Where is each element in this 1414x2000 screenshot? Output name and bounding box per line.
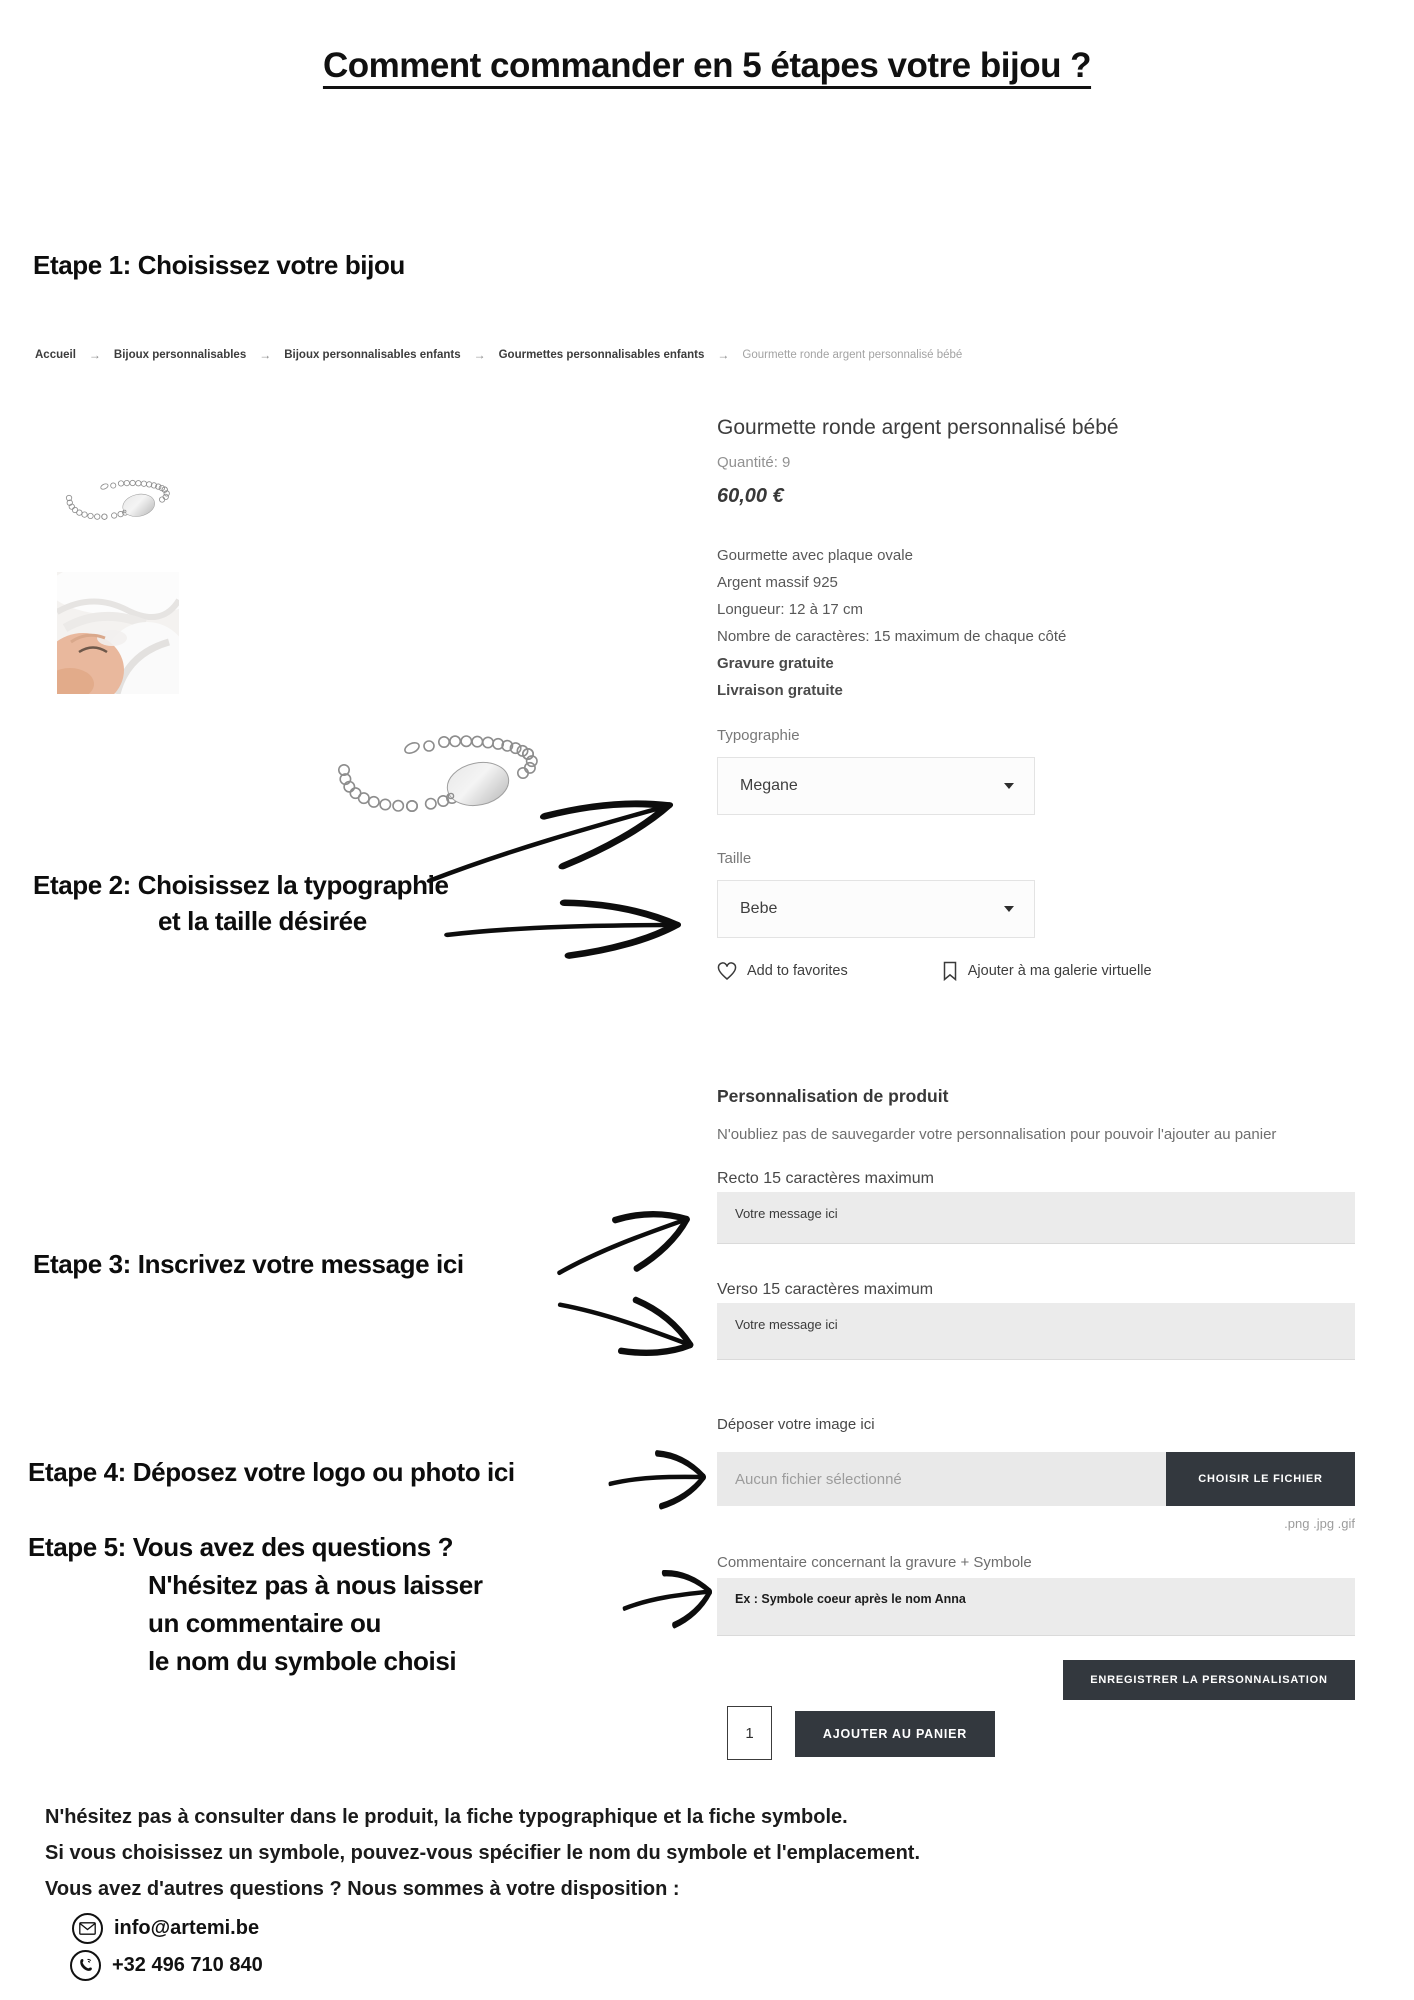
breadcrumb-item-gourmettes[interactable]: Gourmettes personnalisables enfants	[498, 349, 705, 361]
product-price: 60,00 €	[717, 485, 784, 507]
add-to-gallery-button[interactable]	[942, 961, 1152, 981]
breadcrumb	[35, 348, 962, 362]
step1-heading: Etape 1: Choisissez votre bijou	[33, 250, 405, 280]
file-formats: .png .jpg .gif	[1284, 1516, 1355, 1531]
upload-label: Déposer votre image ici	[717, 1416, 875, 1433]
contact-phone[interactable]: +32 496 710 840	[112, 1954, 263, 1976]
product-thumbnail-baby[interactable]	[57, 572, 179, 694]
recto-label: Recto 15 caractères maximum	[717, 1170, 934, 1187]
contact-email[interactable]: info@artemi.be	[114, 1917, 260, 1939]
product-description	[717, 542, 1066, 704]
free-shipping-line: Livraison gratuite	[717, 682, 843, 699]
description-line: Gourmette avec plaque ovale	[717, 547, 913, 564]
caret-down-icon	[1004, 783, 1014, 789]
heart-icon	[717, 962, 737, 981]
description-line: Nombre de caractères: 15 maximum de chaque côté	[717, 628, 1067, 645]
add-to-favorites-button[interactable]	[717, 962, 848, 981]
breadcrumb-item-home[interactable]: Accueil	[35, 349, 76, 361]
quantity-input[interactable]: 1	[727, 1706, 772, 1760]
recto-input[interactable]	[717, 1192, 1355, 1244]
breadcrumb-item-bijoux[interactable]: Bijoux personnalisables	[113, 349, 247, 361]
add-to-cart-button[interactable]: AJOUTER AU PANIER	[795, 1711, 995, 1757]
breadcrumb-item-bijoux-enfants[interactable]: Bijoux personnalisables enfants	[284, 349, 461, 361]
step5-heading-line2: N'hésitez pas à nous laisser	[148, 1570, 483, 1600]
breadcrumb-separator-icon: →	[259, 348, 272, 362]
step4-heading: Etape 4: Déposez votre logo ou photo ici	[28, 1457, 515, 1487]
size-select[interactable]	[717, 880, 1035, 938]
footer-line3: Vous avez d'autres questions ? Nous sommes à votre disposition :	[45, 1878, 680, 1900]
typography-label: Typographie	[717, 727, 800, 744]
save-personalization-button[interactable]: ENREGISTRER LA PERSONNALISATION	[1063, 1660, 1355, 1700]
verso-input[interactable]	[717, 1303, 1355, 1360]
personalization-heading: Personnalisation de produit	[717, 1086, 949, 1106]
breadcrumb-separator-icon: →	[717, 348, 730, 362]
breadcrumb-separator-icon: →	[88, 348, 101, 362]
breadcrumb-current: Gourmette ronde argent personnalisé bébé	[742, 349, 963, 361]
email-row	[72, 1913, 259, 1944]
step5-heading-line1: Etape 5: Vous avez des questions ?	[28, 1532, 454, 1562]
footer-line2: Si vous choisissez un symbole, pouvez-vous spécifier le nom du symbole et l'emplacement.	[45, 1842, 921, 1864]
typography-value: Megane	[740, 777, 798, 794]
step3-heading: Etape 3: Inscrivez votre message ici	[33, 1249, 464, 1279]
arrow-to-verso-icon	[549, 1273, 708, 1376]
description-line: Longueur: 12 à 17 cm	[717, 601, 863, 618]
phone-row	[70, 1950, 263, 1981]
arrow-to-upload-icon	[606, 1447, 711, 1512]
product-quantity: Quantité: 9	[717, 454, 791, 471]
footer-line1: N'hésitez pas à consulter dans le produit, la fiche typographique et la fiche symbole.	[45, 1806, 848, 1828]
favorites-row	[717, 961, 1152, 981]
typography-select[interactable]	[717, 757, 1035, 815]
breadcrumb-separator-icon: →	[473, 348, 486, 362]
description-line: Argent massif 925	[717, 574, 838, 591]
step5-heading-line4: le nom du symbole choisi	[148, 1646, 457, 1676]
choose-file-button[interactable]: CHOISIR LE FICHIER	[1166, 1452, 1355, 1506]
arrow-to-comment-icon	[617, 1561, 721, 1637]
size-value: Bebe	[740, 900, 778, 917]
add-to-favorites-label: Add to favorites	[747, 963, 848, 979]
step5-heading-line3: un commentaire ou	[148, 1608, 382, 1638]
step2-heading-line2: et la taille désirée	[158, 906, 367, 936]
file-upload-row	[717, 1452, 1355, 1506]
caret-down-icon	[1004, 906, 1014, 912]
size-label: Taille	[717, 850, 752, 867]
arrow-to-size-icon	[442, 894, 692, 963]
phone-icon	[70, 1950, 101, 1981]
add-to-gallery-label: Ajouter à ma galerie virtuelle	[967, 963, 1152, 979]
verso-label: Verso 15 caractères maximum	[717, 1281, 934, 1298]
free-engraving-line: Gravure gratuite	[717, 655, 834, 672]
personalization-note: N'oubliez pas de sauvegarder votre personnalisation pour pouvoir l'ajouter au panier	[717, 1126, 1277, 1143]
comment-input[interactable]	[717, 1578, 1355, 1636]
product-title: Gourmette ronde argent personnalisé bébé	[717, 416, 1119, 439]
page-title: Comment commander en 5 étapes votre bijou ?	[322, 46, 1092, 85]
file-name-display[interactable]: Aucun fichier sélectionné	[717, 1452, 1166, 1506]
bookmark-icon	[942, 961, 958, 981]
step2-heading-line1: Etape 2: Choisissez la typographie	[33, 870, 449, 900]
comment-label: Commentaire concernant la gravure + Symbole	[717, 1554, 1032, 1571]
product-thumbnail-bracelet[interactable]	[50, 460, 182, 548]
envelope-icon	[72, 1913, 103, 1944]
